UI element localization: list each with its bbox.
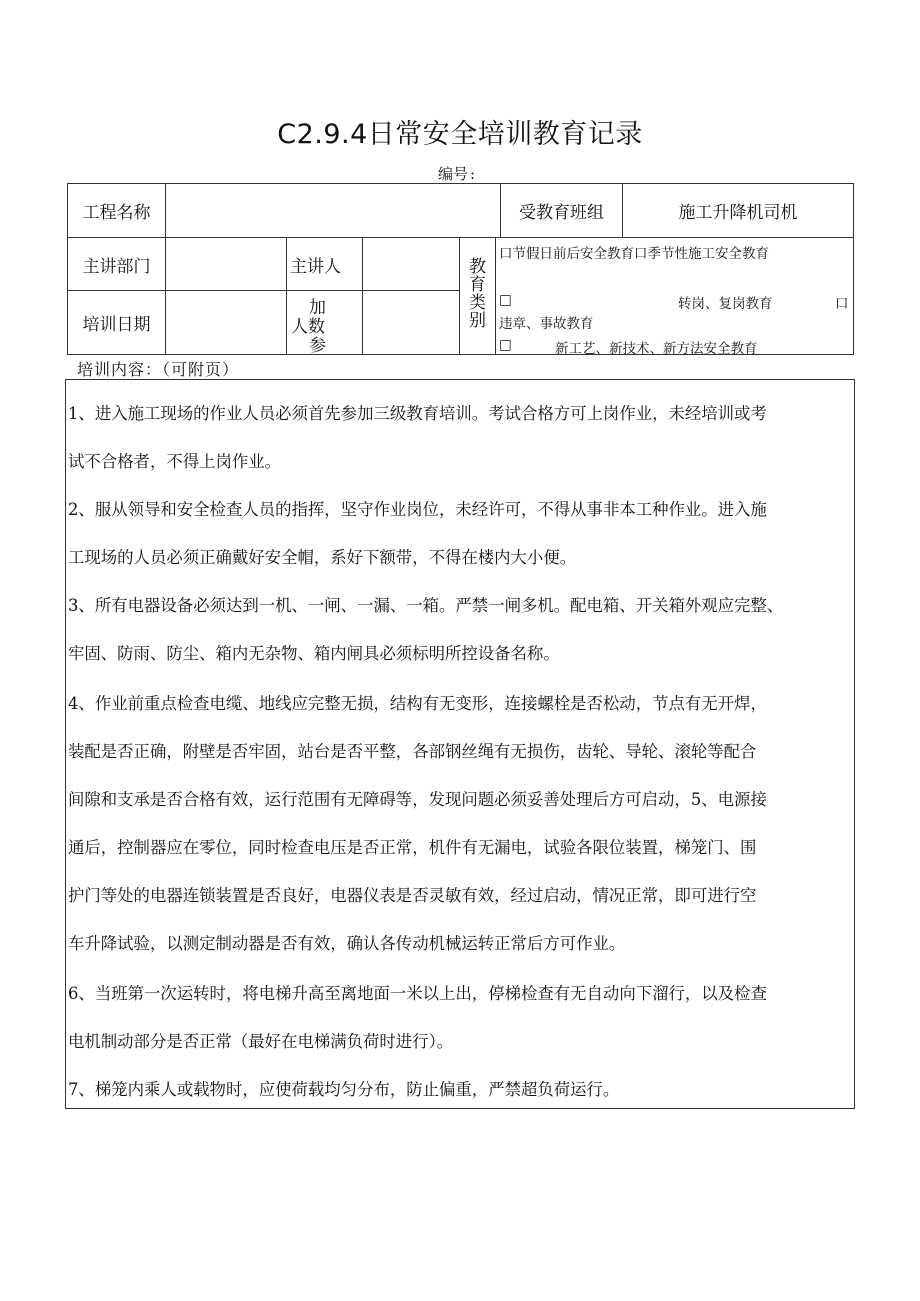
category-option-transfer: 转岗、复岗教育: [678, 296, 773, 312]
project-name-value[interactable]: [166, 184, 500, 237]
attendees-value[interactable]: [363, 291, 459, 354]
content-line: 工现场的人员必须正确戴好安全帽，系好下额带，不得在楼内大小便。: [68, 548, 577, 567]
project-name-label: 工程名称: [82, 203, 151, 223]
content-line: 护门等处的电器连锁装置是否良好，电器仪表是否灵敏有效，经过启动，情况正常，即可进行空: [68, 886, 757, 905]
content-line: 通后，控制器应在零位，同时检查电压是否正常，机件有无漏电，试验各限位装置，梯笼门、围: [68, 838, 757, 857]
team-value[interactable]: 施工升降机司机: [678, 203, 798, 223]
attendees-label: [287, 291, 362, 354]
col-divider: [495, 237, 496, 354]
checkbox-violation[interactable]: 口: [835, 296, 849, 312]
content-line: 3、所有电器设备必须达到一机、一闸、一漏、一箱。严禁一闸多机。配电箱、开关箱外观应完整、: [68, 596, 784, 615]
category-option-violation: 违章、事故教育: [499, 316, 594, 332]
content-line: 车升降试验，以测定制动器是否有效，确认各传动机械运转正常后方可作业。: [68, 934, 626, 953]
content-line: 4、作业前重点检查电缆、地线应完整无损，结构有无变形，连接螺栓是否松动，节点有无开焊，: [68, 694, 767, 713]
document-number-colon: :: [470, 165, 476, 183]
attendees-label-part-1: 加: [309, 298, 326, 318]
content-line: 间隙和支承是否合格有效，运行范围有无障碍等，发现问题必须妥善处理后方可启动，5、电源接: [68, 790, 767, 809]
department-value[interactable]: [166, 238, 286, 290]
content-line: 电机制动部分是否正常（最好在电梯满负荷时进行）。: [68, 1032, 454, 1051]
date-value[interactable]: [166, 291, 286, 354]
category-option-holiday-seasonal[interactable]: 口节假日前后安全教育口季节性施工安全教育: [499, 246, 769, 262]
header-table: [67, 183, 854, 355]
category-label-char: 类: [469, 293, 486, 313]
category-label: [460, 258, 495, 330]
content-line: 1、进入施工现场的作业人员必须首先参加三级教育培训。考试合格方可上岗作业，未经培训或考: [68, 404, 767, 423]
checkbox-new-technology[interactable]: □: [499, 337, 512, 353]
content-line: 牢固、防雨、防尘、箱内无杂物、箱内闸具必须标明所控设备名称。: [68, 644, 560, 663]
content-line: 2、服从领导和安全检查人员的指挥，坚守作业岗位，未经许可，不得从事非本工种作业。进入施: [68, 500, 767, 519]
lecturer-value[interactable]: [363, 238, 459, 290]
attendees-label-part-3: 参: [309, 336, 326, 356]
category-label-char: 育: [469, 275, 486, 295]
attendees-label-part-2: 人数: [291, 317, 325, 337]
date-label: 培训日期: [82, 315, 151, 335]
category-label-char: 教: [469, 257, 486, 277]
content-line: 7、梯笼内乘人或载物时，应使荷载均匀分布，防止偏重，严禁超负荷运行。: [68, 1080, 620, 1099]
content-line: 装配是否正确，附壁是否牢固，站台是否平整，各部钢丝绳有无损伤，齿轮、导轮、滚轮等配合: [68, 742, 757, 761]
department-label: 主讲部门: [82, 256, 151, 277]
document-number: [438, 163, 475, 184]
category-label-char: 别: [469, 311, 486, 331]
training-content-box: [65, 379, 855, 1109]
team-label: 受教育班组: [519, 203, 604, 223]
category-option-new-technology: 新工艺、新技术、新方法安全教育: [555, 341, 758, 357]
lecturer-label: 主讲人: [290, 256, 341, 277]
checkbox-transfer[interactable]: □: [499, 292, 512, 308]
document-number-label: 编号: [438, 165, 469, 183]
training-content-label: 培训内容：（可附页）: [77, 360, 240, 379]
content-line: 试不合格者，不得上岗作业。: [68, 452, 282, 471]
document-title: C2.9.4日常安全培训教育记录: [277, 119, 643, 150]
content-line: 6、当班第一次运转时，将电梯升高至离地面一米以上出，停梯检查有无自动向下溜行，以及检查: [68, 984, 767, 1003]
